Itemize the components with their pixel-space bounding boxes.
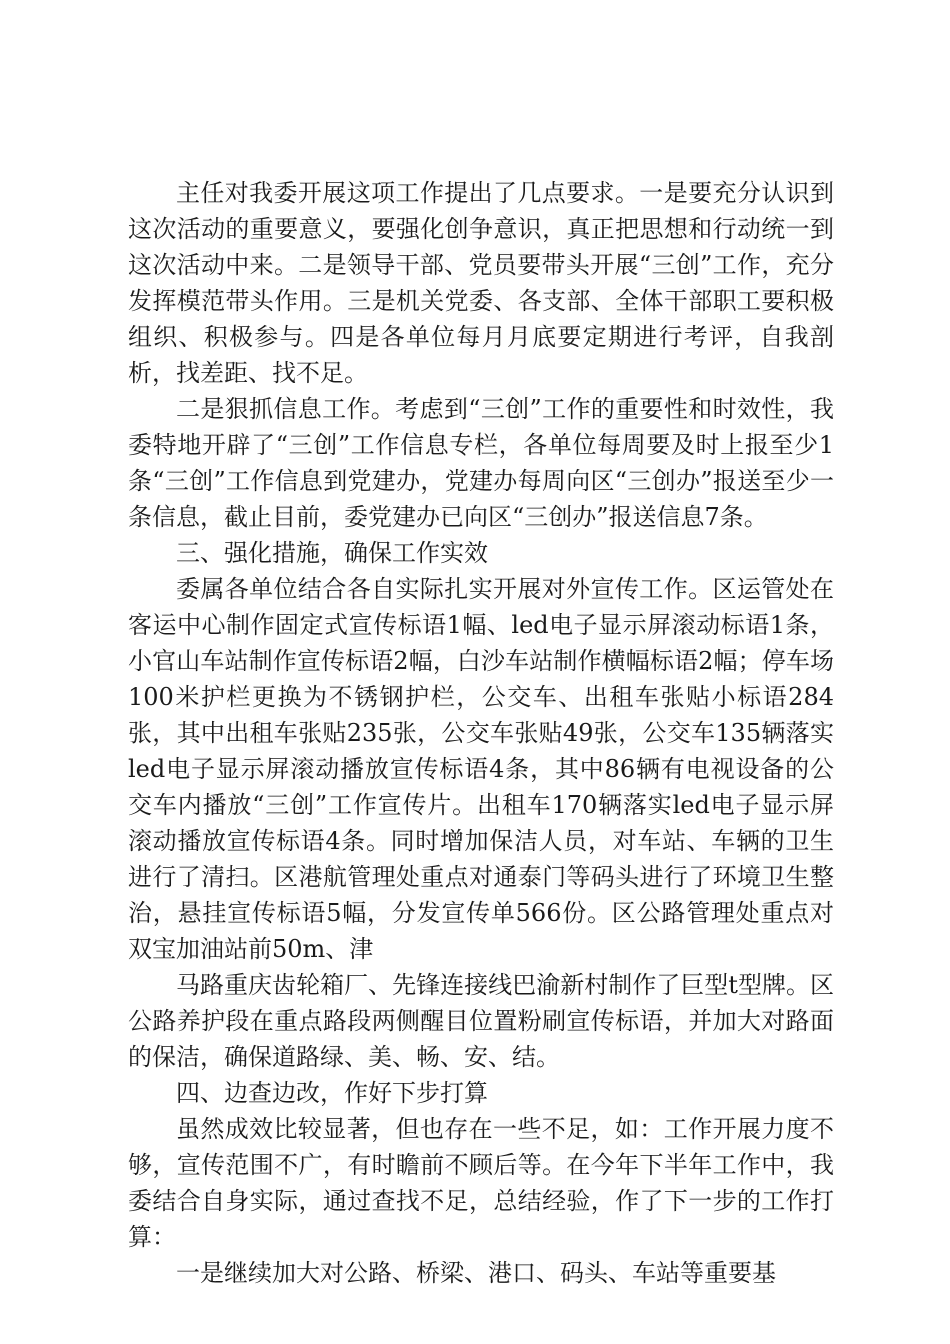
- paragraph-next-steps: 一是继续加大对公路、桥梁、港口、码头、车站等重要基: [176, 1259, 776, 1287]
- document-body: [128, 175, 834, 1291]
- paragraph-information-work: 二是狠抓信息工作。考虑到“三创”工作的重要性和时效性，我委特地开辟了“三创”工作信息专栏，各单位每周要及时上报至少1条“三创”工作信息到党建办，党建办每周向区“三创办”报送至少一条信息，截止目前，委党建办已向区“三创办”报送信息7条。: [128, 395, 834, 531]
- paragraph-requirements: 主任对我委开展这项工作提出了几点要求。一是要充分认识到这次活动的重要意义，要强化创争意识，真正把思想和行动统一到这次活动中来。二是领导干部、党员要带头开展“三创”工作，充分发挥模范带头作用。三是机关党委、各支部、全体干部职工要积极组织、积极参与。四是各单位每月月底要定期进行考评，自我剖析，找差距、找不足。: [128, 179, 834, 387]
- paragraph-shortcomings: 虽然成效比较显著，但也存在一些不足，如：工作开展力度不够，宣传范围不广，有时瞻前不顾后等。在今年下半年工作中，我委结合自身实际，通过查找不足，总结经验，作了下一步的工作打算：: [128, 1115, 834, 1251]
- section-heading-4: 四、边查边改，作好下步打算: [176, 1079, 488, 1107]
- paragraph-publicity-work: 委属各单位结合各自实际扎实开展对外宣传工作。区运管处在客运中心制作固定式宣传标语1幅、led电子显示屏滚动标语1条，小官山车站制作宣传标语2幅，白沙车站制作横幅标语2幅；停车场100米护栏更换为不锈钢护栏，公交车、出租车张贴小标语284张，其中出租车张贴235张，公交车张贴49张，公交车135辆落实led电子显示屏滚动播放宣传标语4条，其中86辆有电视设备的公交车内播放“三创”工作宣传片。出租车170辆落实led电子显示屏滚动播放宣传标语4条。同时增加保洁人员，对车站、车辆的卫生进行了清扫。区港航管理处重点对通泰门等码头进行了环境卫生整治，悬挂宣传标语5幅，分发宣传单566份。区公路管理处重点对双宝加油站前50m、津: [128, 575, 834, 963]
- section-heading-3: 三、强化措施，确保工作实效: [176, 539, 488, 567]
- paragraph-road-signs: 马路重庆齿轮箱厂、先锋连接线巴渝新村制作了巨型t型牌。区公路养护段在重点路段两侧醒目位置粉刷宣传标语，并加大对路面的保洁，确保道路绿、美、畅、安、结。: [128, 971, 834, 1071]
